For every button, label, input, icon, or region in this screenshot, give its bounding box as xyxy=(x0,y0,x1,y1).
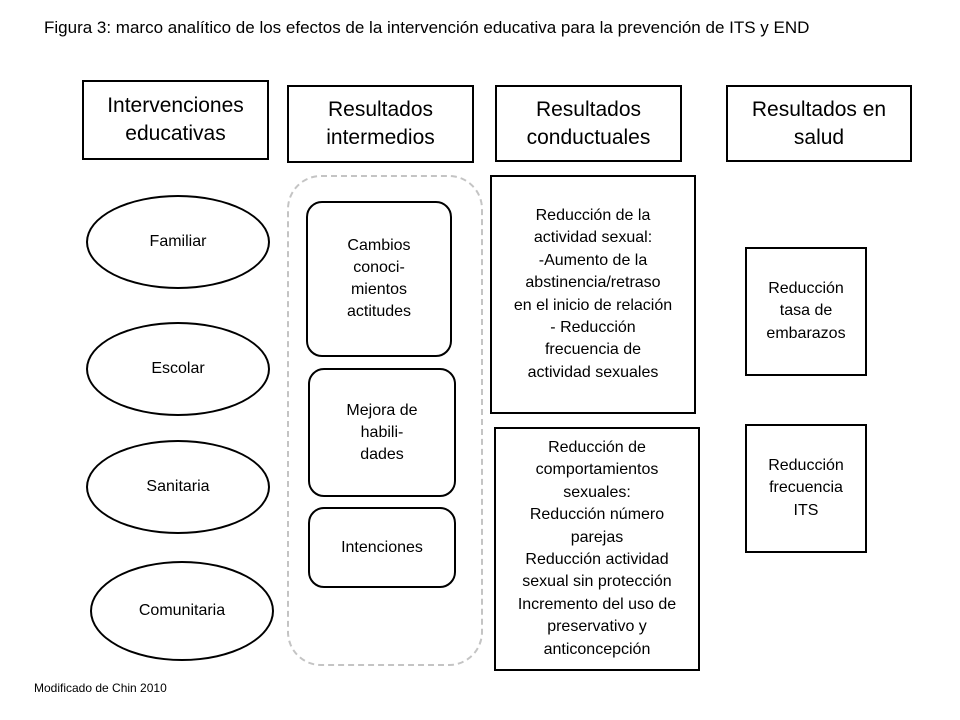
intervention-familiar: Familiar xyxy=(86,195,270,289)
intermediate-skills: Mejora de habili- dades xyxy=(308,368,456,497)
behavioral-reduced-sexual-activity: Reducción de la actividad sexual: -Aumento de la abstinencia/retraso en el inicio de relación - Reducción frecuencia de actividad sexuales xyxy=(490,175,696,414)
behavioral-reduced-sexual-behaviors: Reducción de comportamientos sexuales: Reducción número parejas Reducción actividad sexual sin protección Incremento del uso de preservativo y anticoncepción xyxy=(494,427,700,671)
header-interventions: Intervenciones educativas xyxy=(82,80,269,160)
intermediate-intentions: Intenciones xyxy=(308,507,456,588)
intervention-sanitaria: Sanitaria xyxy=(86,440,270,534)
header-health-results: Resultados en salud xyxy=(726,85,912,162)
intervention-comunitaria: Comunitaria xyxy=(90,561,274,661)
intervention-escolar: Escolar xyxy=(86,322,270,416)
figure-title: Figura 3: marco analítico de los efectos de la intervención educativa para la prevención de ITS y END xyxy=(44,18,810,37)
health-reduced-sti-frequency: Reducción frecuencia ITS xyxy=(745,424,867,553)
header-intermediate-results: Resultados intermedios xyxy=(287,85,474,163)
intermediate-knowledge-attitudes: Cambios conoci- mientos actitudes xyxy=(306,201,452,357)
source-note: Modificado de Chin 2010 xyxy=(34,681,167,695)
health-reduced-pregnancy-rate: Reducción tasa de embarazos xyxy=(745,247,867,376)
header-behavioral-results: Resultados conductuales xyxy=(495,85,682,162)
